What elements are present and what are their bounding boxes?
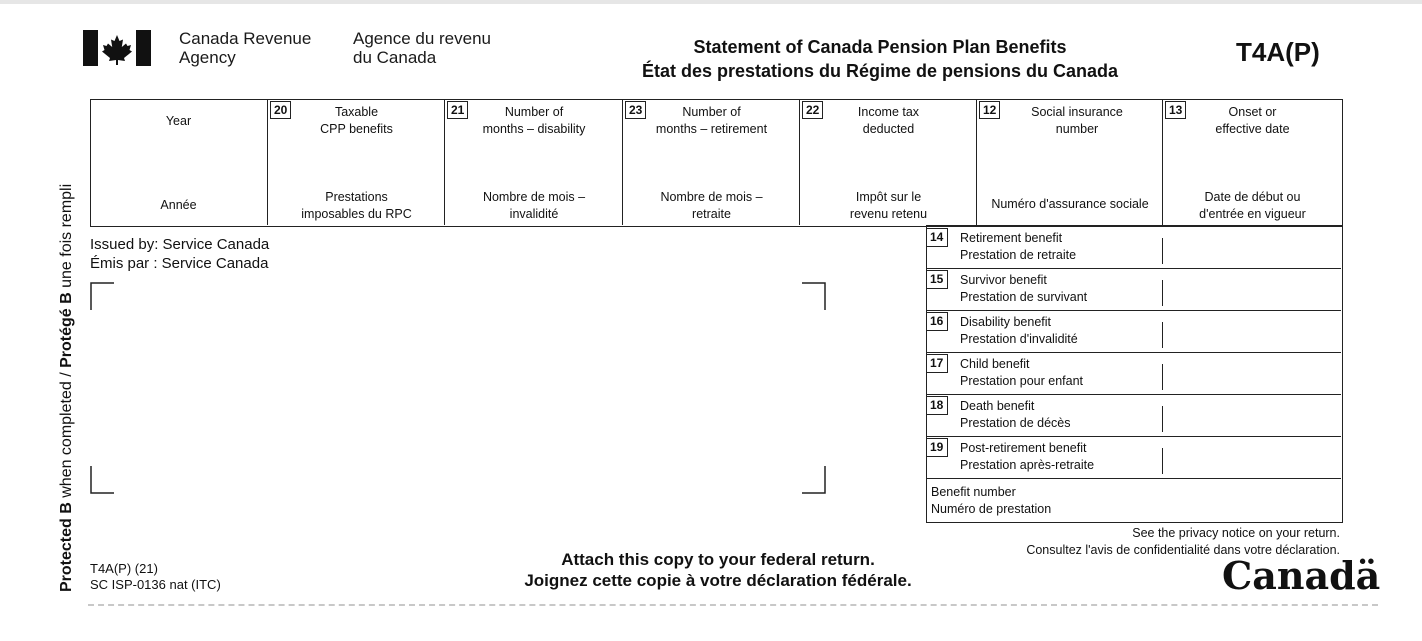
column-year-fr: Année xyxy=(160,198,197,212)
column-21-en: Number of months – disability xyxy=(482,105,586,136)
form-title-en: Statement of Canada Pension Plan Benefits xyxy=(693,37,1067,57)
box-number: 17 xyxy=(926,354,948,373)
column-23-fr: Nombre de mois – retraite xyxy=(660,190,763,221)
column-box-21[interactable] xyxy=(444,99,623,225)
cut-line xyxy=(88,604,1378,606)
column-23-en: Number of months – retirement xyxy=(655,105,768,136)
amount-divider xyxy=(1162,406,1163,432)
amount-divider xyxy=(1162,448,1163,474)
privacy-notice-fr: Consultez l'avis de confidentialité dans votre déclaration. xyxy=(1026,543,1340,557)
benefit-label-fr: Prestation de survivant xyxy=(960,290,1088,304)
amount-divider xyxy=(1162,280,1163,306)
column-20-fr: Prestations imposables du RPC xyxy=(301,190,412,221)
box-number: 18 xyxy=(926,396,948,415)
column-box-13[interactable] xyxy=(1162,99,1342,225)
benefit-label xyxy=(960,230,1076,264)
agency-en-line2: Agency xyxy=(179,48,236,67)
benefit-label xyxy=(960,398,1071,432)
box-number: 14 xyxy=(926,228,948,247)
amount-divider xyxy=(1162,322,1163,348)
column-20-en: Taxable CPP benefits xyxy=(320,105,393,136)
address-corner-top-right xyxy=(802,282,826,310)
agency-name-fr xyxy=(353,29,491,67)
amount-divider xyxy=(1162,238,1163,264)
column-22-fr: Impôt sur le revenu retenu xyxy=(849,190,928,221)
benefit-label-en: Child benefit xyxy=(960,357,1030,371)
column-12-en: Social insurance number xyxy=(1031,105,1123,136)
benefit-row-15[interactable] xyxy=(926,268,1341,311)
column-13-fr: Date de début ou d'entrée en vigueur xyxy=(1199,190,1306,221)
column-year xyxy=(90,99,267,225)
attach-instruction-fr: Joignez cette copie à votre déclaration fédérale. xyxy=(524,571,912,590)
box-number: 21 xyxy=(447,101,468,119)
form-code: T4A(P) xyxy=(1236,37,1320,67)
agency-fr-line2: du Canada xyxy=(353,48,437,67)
benefit-label-fr: Prestation d'invalidité xyxy=(960,332,1078,346)
amount-divider xyxy=(1162,364,1163,390)
benefit-label-en: Disability benefit xyxy=(960,315,1052,329)
benefit-number-en: Benefit number xyxy=(931,485,1016,499)
column-box-12[interactable] xyxy=(976,99,1163,225)
form-version: T4A(P) (21) xyxy=(90,561,158,576)
benefit-label-fr: Prestation après-retraite xyxy=(960,458,1095,472)
issued-by-fr: Émis par : Service Canada xyxy=(90,255,269,272)
column-21-fr: Nombre de mois – invalidité xyxy=(482,190,586,221)
address-corner-bottom-left xyxy=(90,466,114,494)
when-completed-text: when completed / xyxy=(58,367,75,503)
box-number: 23 xyxy=(625,101,646,119)
benefit-label-en: Death benefit xyxy=(960,399,1035,413)
benefit-row-16[interactable] xyxy=(926,310,1341,353)
une-fois-rempli-text: une fois rempli xyxy=(58,183,75,293)
canada-wordmark-logo: Canadä xyxy=(1222,553,1381,598)
attach-instruction xyxy=(478,549,958,591)
benefit-label-en: Post-retirement benefit xyxy=(960,441,1087,455)
benefit-label xyxy=(960,356,1083,390)
box-number: 15 xyxy=(926,270,948,289)
canada-flag-icon xyxy=(83,30,151,66)
privacy-notice-en: See the privacy notice on your return. xyxy=(1132,526,1340,540)
benefit-label xyxy=(960,314,1078,348)
agency-fr-line1: Agence du revenu xyxy=(353,29,491,48)
benefit-row-18[interactable] xyxy=(926,394,1341,437)
address-corner-bottom-right xyxy=(802,466,826,494)
protected-b-label xyxy=(58,184,76,592)
column-22-en: Income tax deducted xyxy=(857,105,920,136)
benefit-row-14[interactable] xyxy=(926,226,1341,269)
form-identifier xyxy=(90,561,221,593)
protected-b-fr: Protégé B xyxy=(58,292,75,368)
box-number: 13 xyxy=(1165,101,1186,119)
column-12-fr: Numéro d'assurance sociale xyxy=(991,197,1149,211)
form-title-fr: État des prestations du Régime de pensions du Canada xyxy=(641,61,1119,81)
column-13-en: Onset or effective date xyxy=(1215,105,1290,136)
box-number: 19 xyxy=(926,438,948,457)
benefit-number-fr: Numéro de prestation xyxy=(931,502,1052,516)
agency-en-line1: Canada Revenue xyxy=(179,29,312,48)
benefit-number-field[interactable] xyxy=(931,484,1051,518)
issued-by-en: Issued by: Service Canada xyxy=(90,236,270,253)
column-year-en: Year xyxy=(165,114,192,128)
benefit-row-17[interactable] xyxy=(926,352,1341,395)
benefit-label-fr: Prestation de décès xyxy=(960,416,1071,430)
form-title xyxy=(560,35,1200,83)
benefit-row-19[interactable] xyxy=(926,436,1341,479)
box-number: 16 xyxy=(926,312,948,331)
benefit-label xyxy=(960,440,1094,474)
attach-instruction-en: Attach this copy to your federal return. xyxy=(561,550,875,569)
column-box-22[interactable] xyxy=(799,99,977,225)
benefit-label-fr: Prestation pour enfant xyxy=(960,374,1083,388)
benefit-label-en: Survivor benefit xyxy=(960,273,1047,287)
protected-b-en: Protected B xyxy=(58,502,75,592)
benefit-label xyxy=(960,272,1087,306)
agency-name-en xyxy=(179,29,311,67)
issued-by xyxy=(90,235,269,273)
box-number: 22 xyxy=(802,101,823,119)
box-number: 20 xyxy=(270,101,291,119)
benefit-label-en: Retirement benefit xyxy=(960,231,1063,245)
top-border xyxy=(0,0,1422,4)
benefit-label-fr: Prestation de retraite xyxy=(960,248,1077,262)
column-box-20[interactable] xyxy=(267,99,445,225)
address-corner-top-left xyxy=(90,282,114,310)
box-number: 12 xyxy=(979,101,1000,119)
column-box-23[interactable] xyxy=(622,99,800,225)
form-id: SC ISP-0136 nat (ITC) xyxy=(90,577,221,592)
